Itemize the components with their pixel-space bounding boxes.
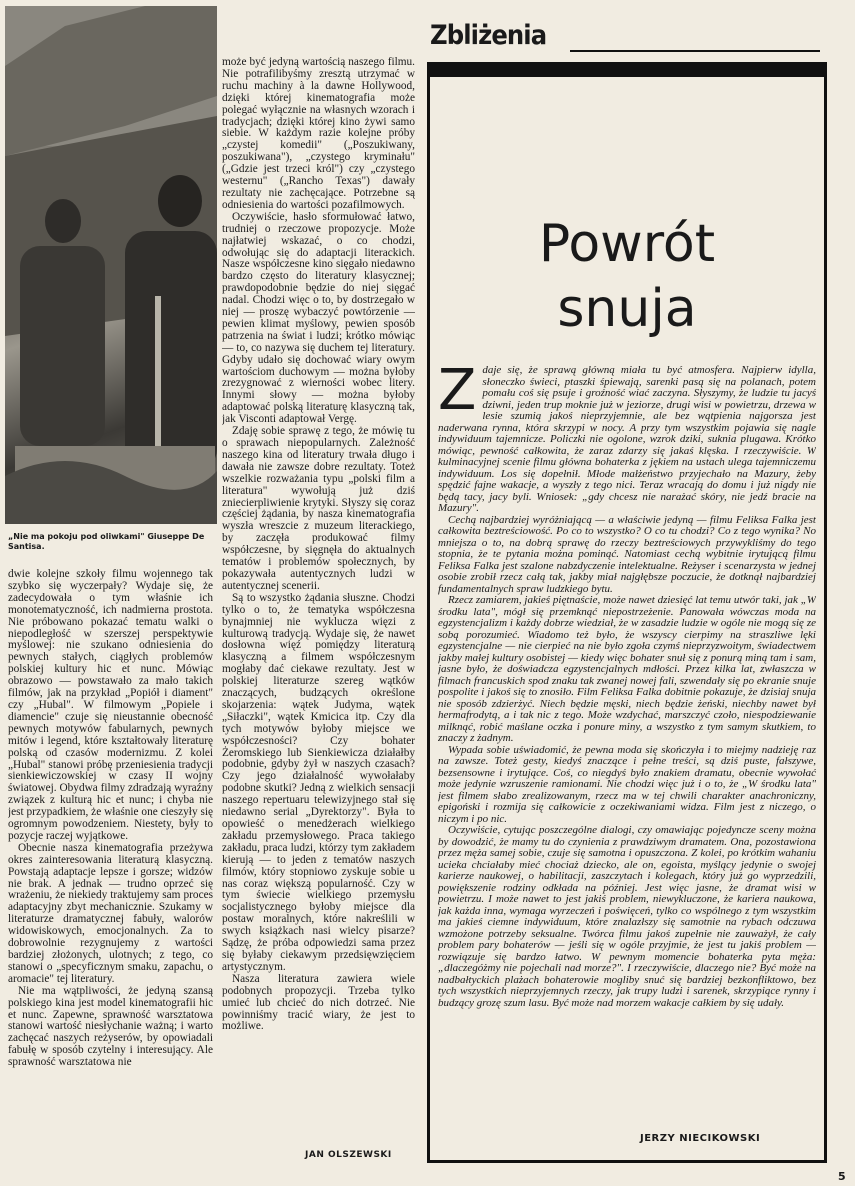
left-article-column-1 [8,569,213,1159]
drop-cap: Z [438,365,477,423]
film-still-photo [5,6,217,524]
box-top-bar [430,65,824,77]
reviewer-signature: JERZY NIECIKOWSKI [640,1133,761,1144]
paragraph: Nie ma wątpliwości, że jedyną szansą polskiego kina jest model kinematografii hic et nunc. Zapewne, sprawność warsztatowa stanowi wartość niesłychanie ważną; i warto zachęcać naszych reżyserów, by opowiadali fabułę w sposób czytelny i interesujący. Ale sprawność warsztatowa nie [8,984,213,1069]
paragraph: Oczywiście, cytując poszczególne dialogi, czy omawiając pojedyncze sceny można by dowodzić, że mamy tu do czynienia z prawdziwym dramatem. Ona, pozostawiona przez męża samej sobie, czuje się samotna i opuszczona. Z kolei, po krótkim wahaniu ucieka chciałaby mieć chociaż dziecko, ale on, egoista, myślący jedynie o swojej karierze naukowej, o habilitacji, zaszczytach i kolegach, który już go wyprzedzili, powiększenie rodziny odkłada na później. Jest więc jasne, że dramat wisi w powietrzu. I może nawet to jest jakiś problem, niewykluczone, że kariera naukowa, jak każda inna, wymaga wyrzeczeń i poświęceń, tylko co wspólnego z tym wszystkim ma jakieś ciemne indywiduum, które znalazłszy się samotnie na rybach odczuwa wzmożone potrzeby seksualne. Twórca filmu jakoś zupełnie nie zauważył, że cały problem pary bohaterów — jeśli się w ogóle przyjmie, że jest tu jakiś problem — rozwiązuje się bardzo łatwo. W pewnym momencie bohaterka pyta męża: „dlaczegóżmy nie pojechali nad morze?". I rzeczywiście, dlaczego nie? Być może na nadbałtyckich plażach bohaterowie mogliby snuć się bardziej bezkonfliktowo, bez tych wszystkich nieprzyjemnych rzeczy, jak trupy ludzi i sarenek, skrzypiące rynny i budzący grozę szum lasu. Być może nad morzem wakacje całkiem by się udały. [438,824,816,1009]
left-article-column-2 [222,57,415,1147]
page-number: 5 [838,1170,846,1183]
paragraph: Oczywiście, hasło sformułować łatwo, trudniej o rzeczowe propozycje. Może najłatwiej wskazać, o co chodzi, odwołując się do adaptacji literackich. Nasze współczesne kino sięgało niedawno bardzo często do literatury klasycznej; prawdopodobnie będzie do niej sięgać nadal. Chodzi więc o to, by dostrzegało w niej — proszę wybaczyć powtórzenie — pewien klimat myślowy, pewien sposób patrzenia na świat i ludzi; krótko mówiąc — to, co nazywa się duchem tej literatury. Gdyby udało się dochować wiary owym wartościom duchowym — można byłoby zrezygnować z wierności wobec litery. Innymi słowy — można byłoby adaptować polską literaturę klasyczną tak, jak Visconti adaptował Vergę. [222,210,415,426]
paragraph: Cechą najbardziej wyróżniającą — a właściwie jedyną — filmu Feliksa Falka jest całkowita beztreściowość. Po co to wszystko? O co tu chodzi? Co z tego wynika? No mniejsza o to, na dobrą sprawę do rzeczy beztreściowych przywykliśmy do tego stopnia, że te pytania można pominąć. Natomiast cechą wybitnie irytującą filmu Feliksa Falka jest szalone nabzdyczenie intelektualne. Reżyser i scenarzysta w jednej osobie zrobił rzecz całą tak, jakby miał najgłębsze poczucie, że dotknął najbardziej fundamentalnych spraw ludzkiego bytu. [438,513,816,595]
headline-line-2: snuja [557,279,697,339]
photo-caption: „Nie ma pokoju pod oliwkami" Giuseppe De Santisa. [8,532,205,551]
lead-paragraph-text: daje się, że sprawą główną miała tu być atmosfera. Najpierw idylla, słoneczko świeci, ptaszki śpiewają, sarenki pasą się na polanach, potem pomału coś się psuje i groźność wiać zaczyna. Słyszymy, że ludzie tu jacyś dziwni, jeden trup moknie już w jeziorze, drugi wisi w powietrzu, drzewa w lesie szumią jakoś nieprzyjemnie, ale bez wątpienia najgorsza jest naderwana rynna, która skrzypi w nocy. A przy tym wszystkim pojawia się nagle indywiduum tajemnicze. Policzki nie ogolone, wzrok dziki, suknia plugawa. Krótko mówiąc, pewność całkowita, że zaraz zdarzy się jakaś klęska. I rzeczywiście. W kulminacyjnej scenie filmu główna bohaterka z jękiem na ustach ulega tajemniczemu indywiduum. Los się dopełnił. Młode małżeństwo przyjechało na Mazury, żeby spędzić fajne wakacje, a wyszły z tego nici. Teraz wracają do domu i już nigdy nie będą tacy, jacy byli. Wniosek: „gdy chcesz nie narażać skóry, nie jedź bracie na Mazury". [438,365,816,514]
paragraph: dwie kolejne szkoły filmu wojennego tak szybko się wyczerpały? Wydaje się, że zadecydowała o tym właśnie ich monotematyczność, ich nadmierna prostota. Nie próbowano pokazać tematu walki o niepodległość w szerszej perspektywie myślowej: nie szukano odniesienia do pewnych stałych, ciągłych problemów polskiej kultury hic et nunc. Mówiąc obrazowo — powstawało za mało takich filmów, jak na przykład „Popiół i diament" czy „Hubal". W filmowym „Popiele i diamencie" czuje się nieustannie obecność pewnych motywów fabularnych, pewnych mitów i legend, które kształtowały literaturę polską od czasów modernizmu. Z kolei „Hubal" stanowi próbę przeniesienia tradycji sienkiewiczowskiej w czasy II wojny światowej. Obydwa filmy zdradzają wyraźny związek z kulturą hic et nunc; i chyba nie jest przypadkiem, że właśnie one cieszyły się ogromnym powodzeniem. Niestety, były to pozycje raczej wyjątkowe. [8,569,213,842]
paragraph: może być jedyną wartością naszego filmu. Nie potrafilibyśmy zresztą utrzymać w ruchu machiny à la dawne Hollywood, dzięki której kinematografia może polegać wyłącznie na własnych wzorach i tradycjach; dzięki której kino żywi samo siebie. W każdym razie kolejne próby „czystej komedii" („Poszukiwany, poszukiwana"), „czystego kryminału" („Gdzie jest trzeci król") czy „czystego westernu" („Rancho Texas") dawały rezultaty nie zachęcające. Potrzebne są odniesienia do wartości pozafilmowych. [222,57,415,211]
paragraph: Rzecz zamiarem, jakieś piętnaście, może nawet dziesięć lat temu utwór taki, jak „W środku lata", mógł się przemknąć niepostrzeżenie. Panowała wówczas moda na egzystencjalizm i każdy dobrze wiedział, że w zasadzie ludzie w ogóle nie mogą się ze sobą porozumieć. Wiadomo też było, że wszyscy cierpimy na straszliwe lęki egzystencjalne — nie cierpieć na nie było zgoła czymś nieprzyzwoitym, świadectwem jakby małej kultury osobistej — kiedy więc bohater snuł się z ponurą miną tam i sam, jasne było, że doświadcza egzystencjalnych mdłości. Przez kilka lat, zwłaszcza w filmach francuskich spod znaku tak zwanej nowej fali, szwendały się po ekranie snuje pospolite i jakoś się to znosiło. Film Feliksa Falka dobitnie pokazuje, że dzisiaj snuja nie sposób zdzierżyć. Niech będzie męski, niech będzie żeński, niechby nawet był hermafrodytą, a i tak nic z tego. Może wzdychać, marszczyć czoło, niespodziewanie milknąć, robić maślane oczka i ponure miny, a wszystko z tym samym skutkiem, to znaczy z żadnym. [438,594,816,744]
paragraph: Są to wszystko żądania słuszne. Chodzi tylko o to, że tematyka współczesna bynajmniej nie wyklucza więzi z kulturową tradycją. Wydaje się, że nawet dosłowna więź pomiędzy literaturą klasyczną a filmem współczesnym mogłaby dać ciekawe rezultaty. Jest w polskiej literaturze szereg wątków znaczących, budzących określone skojarzenia: wątek Judyma, wątek „Siłaczki", wątek Kmicica itp. Czy dla tych motywów byłoby miejsce we współczesności? Czy bohater Żeromskiego lub Sienkiewicza działałby podobnie, gdyby żył w naszych czasach? Czy jego działalność wywołałaby podobne skutki? Jedną z wielkich sensacji naszego repertuaru telewizyjnego stał się niedawno serial „Dyrektorzy". Była to opowieść o menedżerach wielkiego zakładu przemysłowego. Praca takiego zakładu, praca ludzi, którzy tym zakładem kierują — to jeden z tematów naszych filmów, który stopniowo zyskuje sobie u nas coraz większą popularność. Czy w tym świecie wielkiego przemysłu socjalistycznego byłoby miejsce dla postaw moralnych, które nakreślili w swych książkach nasi wielcy pisarze? Sądzę, że próba odpowiedzi sama przez się byłaby ciekawym przedsięwzięciem artystycznym. [222,591,415,973]
paragraph: Wypada sobie uświadomić, że pewna moda się skończyła i to miejmy nadzieję raz na zawsze. Toteż gesty, kiedyś znaczące i pełne treści, są dziś puste, fałszywe, bezsensowne i irytujące. Coś, co niegdyś było znakiem dramatu, obecnie wywołać może jedynie wzruszenie ramionami. Nie chodzi więc już i o to, że „W środku lata" jest filmem słabo zrealizowanym, rzecz ma w tej chwili charakter anachroniczny, epigoński i rozmija się całkowicie z oczekiwaniami widza. Film jest z niczego, o niczym i po nic. [438,743,816,825]
review-box [427,62,827,1163]
headline-line-1: Powrót [538,214,716,274]
section-masthead: Zbliżenia [430,20,547,51]
author-signature: JAN OLSZEWSKI [305,1150,392,1160]
masthead-rule [570,50,820,52]
lead-paragraph [438,365,816,515]
film-still-illustration [5,6,217,524]
paragraph: Zdaję sobie sprawę z tego, że mówię tu o sprawach niepopularnych. Zależność naszego kina od literatury trwała długo i dawała nie zawsze dobre rezultaty. Toteż wszelkie rozważania typu „polski film a literatura" wywołują już dziś zniecierpliwienie krytyki. Słyszy się coraz częściej żądania, by nasza kinematografia wyszła wreszcie z muzeum literackiego, by zaczęła produkować filmy współczesne, by sięgnęła do aktualnych tematów i problemów społecznych, by pokazywała autentycznych ludzi w autentycznej scenerii. [222,425,415,592]
review-text [438,365,816,1135]
paragraph: Obecnie nasza kinematografia przeżywa okres zainteresowania literaturą klasyczną. Powstają adaptacje lepsze i gorsze; widzów nie brak. A jednak — trudno oprzeć się wrażeniu, że niekiedy traktujemy sam proces adaptacyjny zbyt mechanicznie. Szukamy w literaturze dramatycznej fabuły, walorów widowiskowych, emocjonalnych. Za to dobrowolnie rezygnujemy z wartości bardziej złożonych, ulotnych; z tego, co stanowi o „specyficznym smaku, zapachu, o aromacie" tej literatury. [8,841,213,985]
paragraph: Nasza literatura zawiera wiele podobnych propozycji. Trzeba tylko umieć lub chcieć do nich dotrzeć. Nie powinniśmy tracić wiary, że jest to możliwe. [222,972,415,1033]
